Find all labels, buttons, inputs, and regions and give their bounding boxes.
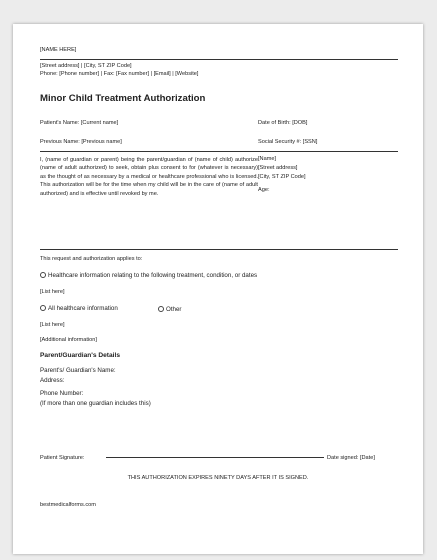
signature-label: Patient Signature: — [40, 455, 85, 461]
previous-name-field: Previous Name: [Previous name] — [40, 139, 122, 145]
header-contacts: Phone: [Phone number] | Fax: [Fax number] | [Email] | [Website] — [40, 71, 199, 77]
radio-all[interactable] — [40, 305, 46, 311]
footer-site: bestmedicalforms.com — [40, 502, 96, 508]
signature-line[interactable] — [106, 457, 324, 458]
details-heading: Parent/Guardian's Details — [40, 352, 120, 359]
header-address: [Street address] | [City, ST ZIP Code] — [40, 63, 132, 69]
radio-other[interactable] — [158, 306, 164, 312]
option-all-label: All healthcare information — [48, 305, 118, 312]
radio-treatment[interactable] — [40, 272, 46, 278]
form-title: Minor Child Treatment Authorization — [40, 93, 206, 104]
details-address: Address: — [40, 377, 65, 384]
guardian-name: [Name] — [258, 156, 277, 162]
option-other[interactable] — [158, 306, 181, 314]
list-here-1: [List here] — [40, 289, 65, 295]
section-divider-bottom — [40, 249, 398, 250]
expiry-notice: THIS AUTHORIZATION EXPIRES NINETY DAYS AFTER IT IS SIGNED. — [127, 475, 309, 481]
date-signed: Date signed: [Date] — [327, 455, 375, 461]
list-here-2: [List here] — [40, 322, 65, 328]
authorization-paragraph: I, (name of guardian or parent) being the parent/guardian of (name of child) authorize (name of adult authorized) to seek, obtain plus consent to for (whatever is necessary) as the thought of as necessary by a medical or healthcare professional who is licensed. This authorization will be for the time when my child will be in the care of (name of adult authorized) and is effective until revoked by me. — [40, 157, 258, 197]
dob-field: Date of Birth: [DOB] — [258, 120, 308, 126]
guardian-city: [City, ST ZIP Code] — [258, 174, 306, 180]
additional-info: [Additional information] — [40, 337, 97, 343]
details-note: (If more than one guardian includes this) — [40, 400, 151, 407]
document-page — [13, 24, 423, 554]
guardian-age: Age: — [258, 187, 270, 193]
details-guardian-name: Parent's/ Guardian's Name: — [40, 367, 116, 374]
option-treatment-label: Healthcare information relating to the following treatment, condition, or dates — [48, 272, 258, 279]
applies-to-label: This request and authorization applies to: — [40, 256, 143, 262]
option-other-label: Other — [166, 306, 182, 313]
section-divider-top — [40, 151, 398, 152]
details-phone: Phone Number: — [40, 390, 84, 397]
guardian-street: [Street address] — [258, 165, 298, 171]
header-name: [NAME HERE] — [40, 47, 77, 53]
header-divider — [40, 59, 398, 60]
ssn-field: Social Security #: [SSN] — [258, 139, 318, 145]
option-treatment[interactable] — [40, 272, 257, 280]
patient-name-field: Patient's Name: [Current name] — [40, 120, 119, 126]
option-all[interactable] — [40, 305, 118, 313]
